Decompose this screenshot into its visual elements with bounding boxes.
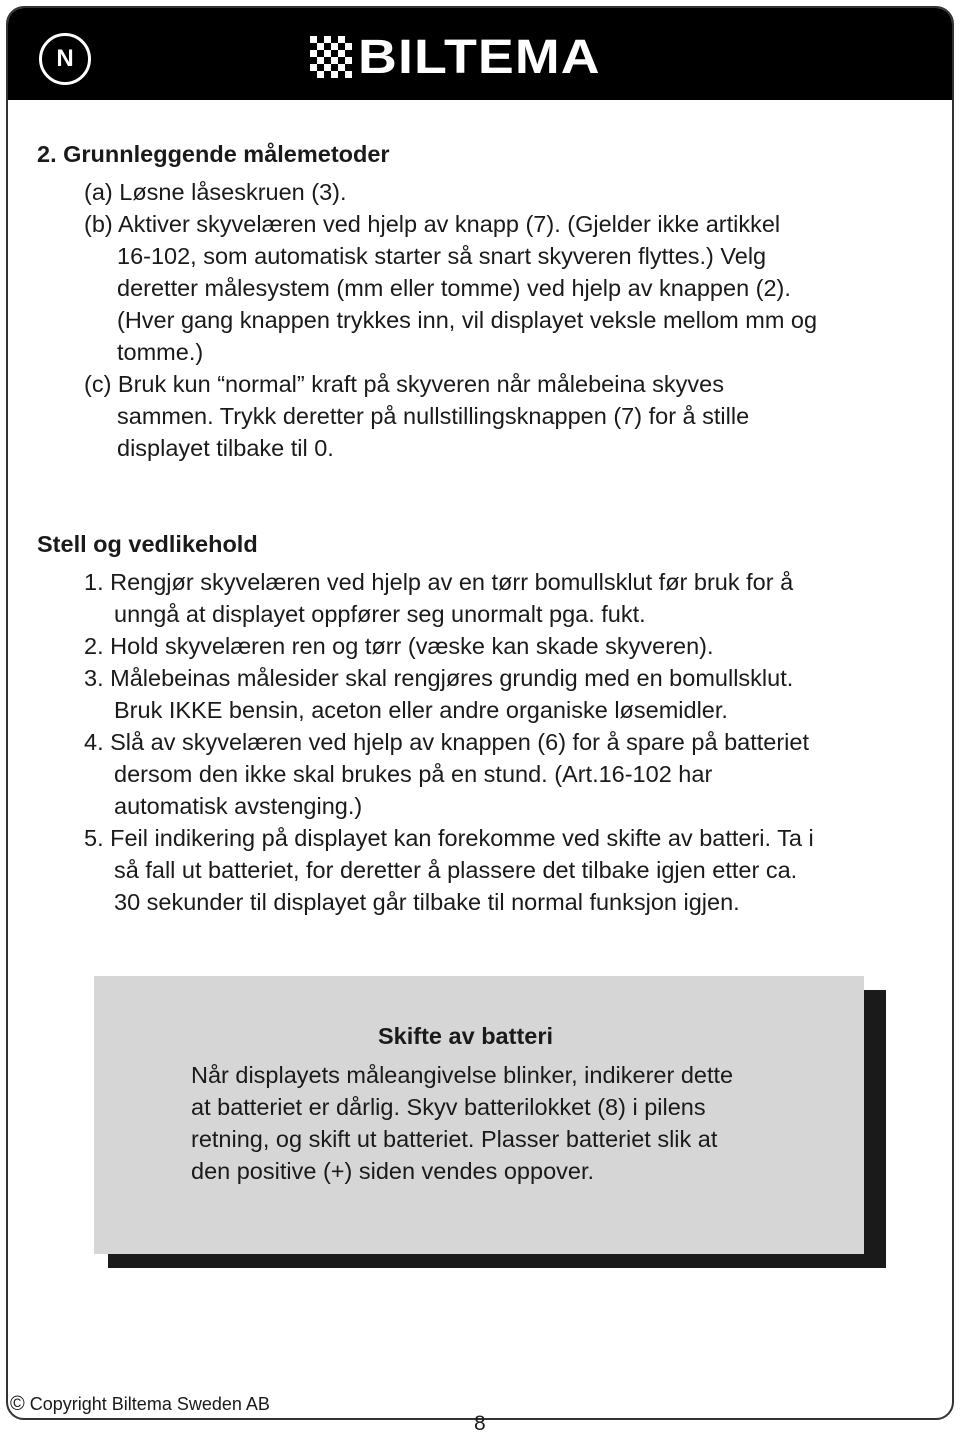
paragraph-line: sammen. Trykk deretter på nullstillingsknappen (7) for å stille: [117, 403, 750, 429]
language-badge: N: [39, 33, 91, 85]
list-item: dersom den ikke skal brukes på en stund. (Art.16-102 har: [114, 761, 713, 787]
paragraph-line: 16-102, som automatisk starter så snart skyveren flyttes.) Velg: [117, 243, 767, 269]
section-heading-basic-methods: 2. Grunnleggende målemetoder: [37, 141, 390, 167]
brand-logo: [310, 31, 601, 84]
list-item: Bruk IKKE bensin, aceton eller andre organiske løsemidler.: [114, 697, 728, 723]
paragraph-line: (c) Bruk kun “normal” kraft på skyveren når målebeina skyves: [84, 371, 724, 397]
header-bar: [8, 8, 952, 100]
paragraph-line: (b) Aktiver skyvelæren ved hjelp av knapp (7). (Gjelder ikke artikkel: [84, 211, 781, 237]
list-item: 2. Hold skyvelæren ren og tørr (væske kan skade skyveren).: [84, 633, 714, 659]
checker-flag-icon: [310, 36, 354, 80]
page-number: 8: [474, 1412, 486, 1435]
list-item: 1. Rengjør skyvelæren ved hjelp av en tørr bomullsklut før bruk for å: [84, 569, 794, 595]
list-item: unngå at displayet oppfører seg unormalt pga. fukt.: [114, 601, 646, 627]
battery-box-line: retning, og skift ut batteriet. Plasser batteriet slik at: [191, 1126, 718, 1152]
list-item: så fall ut batteriet, for deretter å plassere det tilbake igjen etter ca.: [114, 857, 798, 883]
battery-box-line: Når displayets måleangivelse blinker, indikerer dette: [191, 1062, 734, 1088]
list-item: 5. Feil indikering på displayet kan forekomme ved skifte av batteri. Ta i: [84, 825, 814, 851]
list-item: 3. Målebeinas målesider skal rengjøres grundig med en bomullsklut.: [84, 665, 794, 691]
paragraph-line: displayet tilbake til 0.: [117, 435, 334, 461]
list-item: 4. Slå av skyvelæren ved hjelp av knappen (6) for å spare på batteriet: [84, 729, 809, 755]
copyright-icon: ©: [10, 1393, 25, 1415]
footer-copyright: [10, 1392, 270, 1416]
list-item: automatisk avstenging.): [114, 793, 363, 819]
battery-box-title: Skifte av batteri: [378, 1023, 554, 1049]
section-heading-maintenance: Stell og vedlikehold: [37, 531, 258, 557]
brand-wordmark: BILTEMA: [358, 31, 601, 84]
battery-box-line: den positive (+) siden vendes oppover.: [191, 1158, 595, 1184]
list-item: 30 sekunder til displayet går tilbake til normal funksjon igjen.: [114, 889, 740, 915]
paragraph-line: (Hver gang knappen trykkes inn, vil displayet veksle mellom mm og: [117, 307, 818, 333]
paragraph-line: (a) Løsne låseskruen (3).: [84, 179, 347, 205]
battery-box-line: at batteriet er dårlig. Skyv batterilokket (8) i pilens: [191, 1094, 706, 1120]
paragraph-line: tomme.): [117, 339, 204, 365]
copyright-text: Copyright Biltema Sweden AB: [29, 1394, 270, 1414]
paragraph-line: deretter målesystem (mm eller tomme) ved hjelp av knappen (2).: [117, 275, 791, 301]
